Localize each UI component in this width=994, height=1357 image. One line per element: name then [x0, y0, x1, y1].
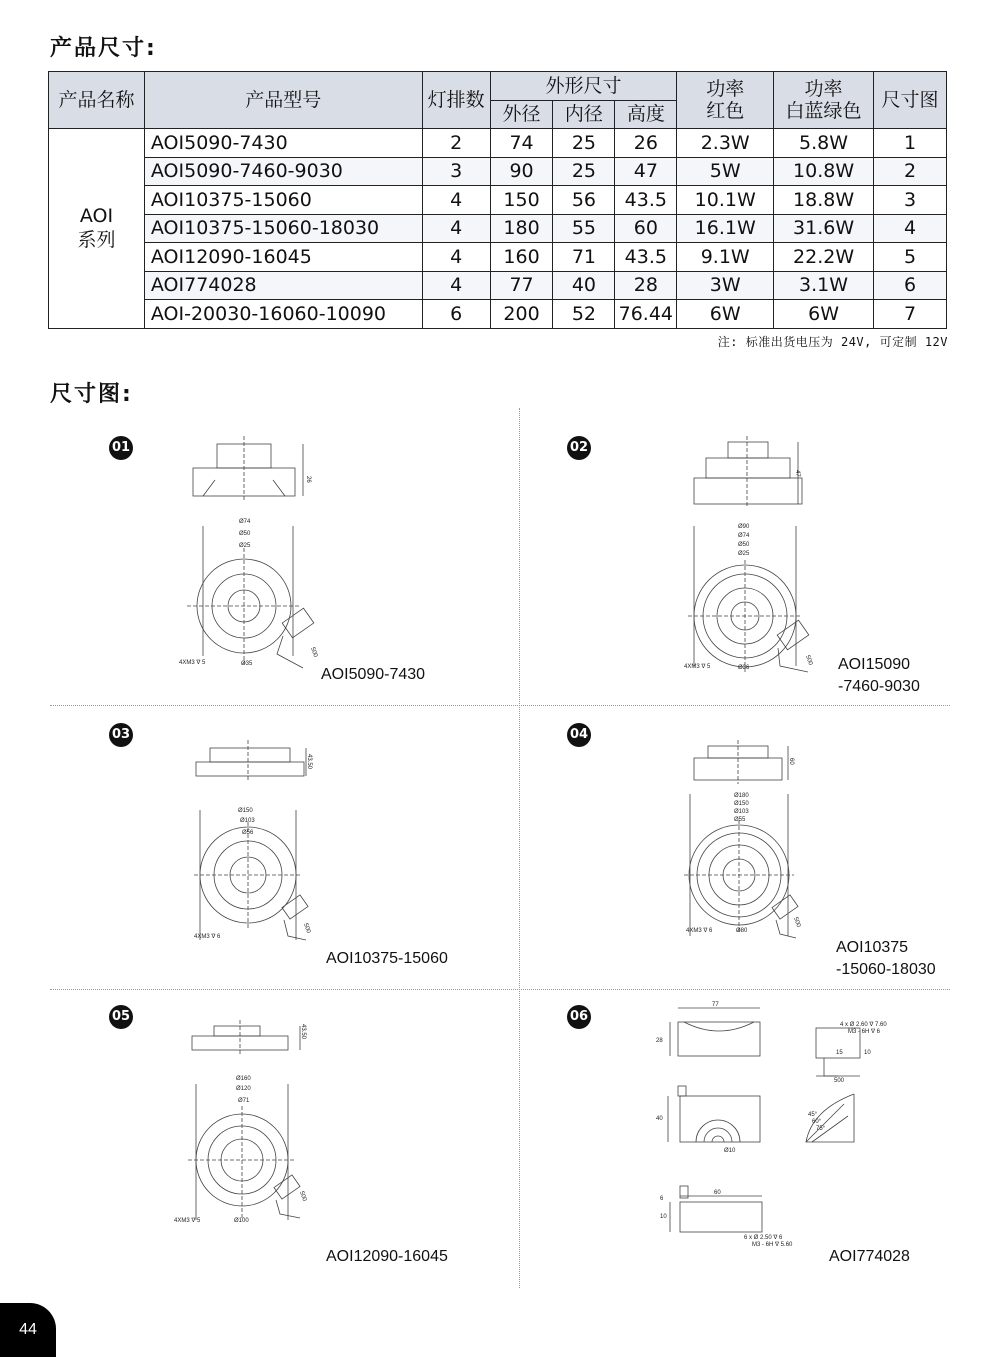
dim-mid: Ø120 — [236, 1086, 251, 1092]
cable-length: 500 — [792, 916, 802, 929]
model-cell: AOI5090-7460-9030 — [144, 157, 422, 186]
horizontal-divider — [50, 989, 950, 990]
technical-drawing-05 — [172, 1020, 322, 1226]
technical-drawing-01 — [175, 436, 335, 666]
rows-cell: 4 — [422, 186, 490, 215]
height-cell: 76.44 — [615, 300, 677, 329]
od-cell: 200 — [490, 300, 553, 329]
height-cell: 26 — [615, 129, 677, 158]
dim-bottom: Ø36 — [738, 665, 750, 671]
id-cell: 56 — [553, 186, 615, 215]
hole-note: 4XM3 ∇ 5 — [179, 660, 206, 666]
voltage-note: 注: 标准出货电压为 24V, 可定制 12V — [717, 335, 948, 349]
dim-width: 77 — [712, 1002, 719, 1008]
drawing-cell: 5 — [874, 243, 947, 272]
dim-bottom: Ø80 — [736, 928, 748, 934]
table-row — [49, 186, 947, 215]
header-model: 产品型号 — [144, 72, 422, 129]
drawing-caption: AOI15090 -7460-9030 — [838, 656, 920, 695]
power-red-cell: 9.1W — [677, 243, 774, 272]
power-red-cell: 16.1W — [677, 214, 774, 243]
power-wbg-cell: 5.8W — [774, 129, 874, 158]
small-dim-4: 10 — [660, 1214, 667, 1220]
angle-2: 60° — [812, 1119, 822, 1125]
dim-id: Ø55 — [734, 817, 746, 823]
header-power-wbg: 功率 白蓝绿色 — [774, 72, 874, 129]
id-cell: 25 — [553, 129, 615, 158]
power-red-cell: 10.1W — [677, 186, 774, 215]
drawing-caption: AOI10375 -15060-18030 — [836, 939, 936, 978]
dim-id: Ø71 — [238, 1098, 250, 1104]
model-cell: AOI-20030-16060-10090 — [144, 300, 422, 329]
page-number: 44 — [0, 1303, 56, 1357]
drawing-cell: 7 — [874, 300, 947, 329]
note-1: 4 x Ø 2.60 ∇ 7.60 — [840, 1022, 887, 1028]
table-row — [49, 129, 947, 158]
height-cell: 43.5 — [615, 186, 677, 215]
hole-note: 4XM3 ∇ 5 — [684, 664, 711, 670]
hole-note: 4XM3 ∇ 6 — [686, 928, 713, 934]
header-drawing: 尺寸图 — [874, 72, 947, 129]
height-cell: 43.5 — [615, 243, 677, 272]
height-cell: 60 — [615, 214, 677, 243]
dim-2: Ø74 — [738, 533, 750, 539]
header-rows: 灯排数 — [422, 72, 490, 129]
table-row — [49, 214, 947, 243]
height-dim-label: 43.50 — [300, 1024, 306, 1040]
small-dim-3: 6 — [660, 1196, 664, 1202]
note-2: M3 - 6H ∇ 6 — [848, 1029, 881, 1035]
cable-length: 500 — [309, 646, 319, 659]
model-cell: AOI5090-7430 — [144, 129, 422, 158]
dim-id: Ø25 — [239, 543, 251, 549]
drawing-cell: 3 — [874, 186, 947, 215]
table-row — [49, 157, 947, 186]
drawing-caption: AOI12090-16045 — [326, 1248, 448, 1265]
dim-2: Ø150 — [734, 801, 749, 807]
header-id: 内径 — [553, 100, 615, 129]
od-cell: 90 — [490, 157, 553, 186]
dim-mid: Ø103 — [240, 818, 255, 824]
power-wbg-cell: 18.8W — [774, 186, 874, 215]
id-cell: 25 — [553, 157, 615, 186]
dim-bottom: Ø35 — [241, 661, 253, 667]
cable-length: 500 — [834, 1078, 845, 1084]
height-cell: 47 — [615, 157, 677, 186]
note-4: M3 - 6H ∇ 5.60 — [752, 1242, 793, 1248]
dim-base: 60 — [714, 1190, 721, 1196]
dim-side: 40 — [656, 1116, 663, 1122]
hole-note: 4XM3 ∇ 6 — [194, 934, 221, 940]
model-cell: AOI10375-15060-18030 — [144, 214, 422, 243]
power-wbg-cell: 6W — [774, 300, 874, 329]
note-3: 6 x Ø 2.50 ∇ 6 — [744, 1235, 783, 1241]
height-dim-label: 60 — [788, 758, 794, 765]
dim-od: Ø180 — [734, 793, 749, 799]
product-size-heading: 产品尺寸: — [50, 36, 157, 61]
rows-cell: 3 — [422, 157, 490, 186]
header-outer-size: 外形尺寸 — [490, 72, 677, 101]
dim-height: 28 — [656, 1038, 663, 1044]
drawing-cell: 6 — [874, 271, 947, 300]
od-cell: 160 — [490, 243, 553, 272]
dim-hole: Ø10 — [724, 1148, 736, 1154]
drawing-cell: 1 — [874, 129, 947, 158]
dim-3: Ø103 — [734, 809, 749, 815]
power-wbg-cell: 22.2W — [774, 243, 874, 272]
dim-od: Ø74 — [239, 519, 251, 525]
power-wbg-cell: 3.1W — [774, 271, 874, 300]
vertical-divider — [519, 408, 520, 1288]
technical-drawing-03 — [188, 740, 328, 945]
table-row — [49, 271, 947, 300]
height-dim-label: 47 — [794, 470, 800, 477]
power-wbg-cell: 10.8W — [774, 157, 874, 186]
drawing-cell: 4 — [874, 214, 947, 243]
drawing-badge: 02 — [567, 436, 591, 460]
dimension-drawings-heading: 尺寸图: — [50, 382, 133, 407]
model-cell: AOI774028 — [144, 271, 422, 300]
dim-od: Ø160 — [236, 1076, 251, 1082]
id-cell: 71 — [553, 243, 615, 272]
power-red-cell: 3W — [677, 271, 774, 300]
header-name: 产品名称 — [49, 72, 145, 129]
technical-drawing-06 — [648, 1000, 918, 1250]
dim-od: Ø90 — [738, 524, 750, 530]
table-row — [49, 300, 947, 329]
model-cell: AOI12090-16045 — [144, 243, 422, 272]
angle-3: 75° — [816, 1126, 826, 1132]
spec-table — [48, 71, 947, 329]
cable-length: 500 — [302, 922, 312, 935]
height-dim-label: 43.50 — [306, 754, 312, 770]
rows-cell: 4 — [422, 214, 490, 243]
id-cell: 40 — [553, 271, 615, 300]
height-dim-label: 26 — [305, 476, 311, 483]
drawing-badge: 05 — [109, 1005, 133, 1029]
drawing-badge: 04 — [567, 723, 591, 747]
rows-cell: 6 — [422, 300, 490, 329]
drawing-caption: AOI10375-15060 — [326, 950, 448, 967]
power-wbg-cell: 31.6W — [774, 214, 874, 243]
hole-note: 4XM3 ∇ 5 — [174, 1218, 201, 1224]
small-dim-2: 10 — [864, 1050, 871, 1056]
id-cell: 55 — [553, 214, 615, 243]
id-cell: 52 — [553, 300, 615, 329]
header-height: 高度 — [615, 100, 677, 129]
technical-drawing-04 — [680, 740, 820, 940]
drawing-cell: 2 — [874, 157, 947, 186]
header-od: 外径 — [490, 100, 553, 129]
od-cell: 74 — [490, 129, 553, 158]
drawing-caption: AOI5090-7430 — [321, 666, 426, 683]
dim-mid: Ø50 — [239, 531, 251, 537]
table-row — [49, 243, 947, 272]
drawing-badge: 06 — [567, 1005, 591, 1029]
cable-length: 500 — [804, 654, 814, 667]
power-red-cell: 2.3W — [677, 129, 774, 158]
dim-3: Ø50 — [738, 542, 750, 548]
power-red-cell: 6W — [677, 300, 774, 329]
angle-1: 45° — [808, 1112, 818, 1118]
series-cell: AOI 系列 — [49, 129, 145, 329]
drawing-caption: AOI774028 — [829, 1248, 910, 1265]
header-power-red: 功率 红色 — [677, 72, 774, 129]
rows-cell: 4 — [422, 243, 490, 272]
od-cell: 150 — [490, 186, 553, 215]
horizontal-divider — [50, 705, 950, 706]
dim-id: Ø56 — [242, 830, 254, 836]
rows-cell: 4 — [422, 271, 490, 300]
od-cell: 180 — [490, 214, 553, 243]
dim-bottom: Ø100 — [234, 1218, 249, 1224]
cable-length: 500 — [298, 1190, 308, 1203]
model-cell: AOI10375-15060 — [144, 186, 422, 215]
drawing-badge: 01 — [109, 436, 133, 460]
od-cell: 77 — [490, 271, 553, 300]
height-cell: 28 — [615, 271, 677, 300]
dim-od: Ø150 — [238, 808, 253, 814]
rows-cell: 2 — [422, 129, 490, 158]
small-dim-1: 15 — [836, 1050, 843, 1056]
technical-drawing-02 — [680, 436, 840, 672]
power-red-cell: 5W — [677, 157, 774, 186]
drawing-badge: 03 — [109, 723, 133, 747]
dim-id: Ø25 — [738, 551, 750, 557]
